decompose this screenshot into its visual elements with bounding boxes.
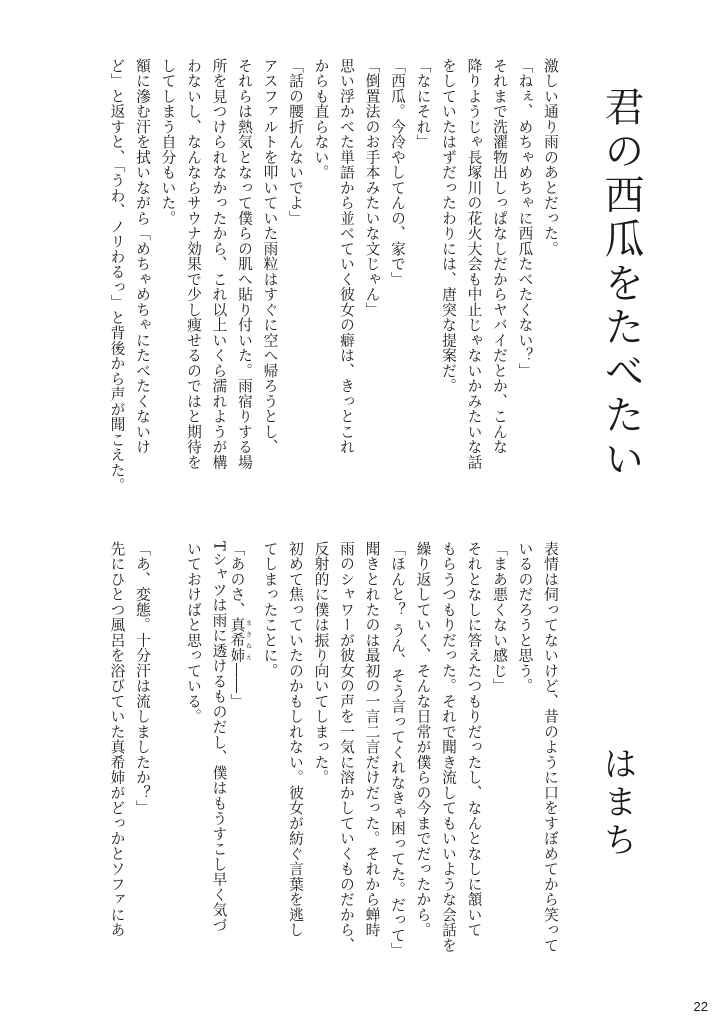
text-column: 雨のシャワーが彼女の声を一気に溶かしていくものだから、 — [338, 541, 355, 953]
text-column: それとなしに答えたつもりだったし、なんとなしに頷いて — [465, 541, 483, 938]
text-column: 「話の腰折んないでよ」 — [287, 58, 304, 226]
furigana-ruby: 真希姉 まきねえ — [228, 617, 252, 663]
text-column: 「西瓜。今冷やしてんの、家で」 — [389, 58, 406, 287]
text-column: 繰り返していく、そんな日常が僕らの今までだったから。 — [414, 541, 432, 938]
text-column: 思い浮かべた単語から並べていく彼女の癖は、きっとこれ — [338, 58, 355, 455]
page-title: 君の西瓜をたべたい — [598, 86, 644, 482]
text-column: からも直らない。 — [312, 58, 330, 180]
text-column: をしていたはずだったわりには、唐突な提案だ。 — [440, 58, 457, 394]
text-column: 「ねぇ、めちゃめちゃに西瓜たべたくない？」 — [516, 58, 534, 379]
text-column: 降りようじゃ長塚川の花火大会も中止じゃないかみたいな話 — [465, 58, 483, 470]
text-column: 所を見つけられなかったから、これ以上いくら濡れようが構 — [210, 58, 228, 470]
text-column: 「なにそれ」 — [414, 58, 432, 150]
text-column: 激しい通り雨のあとだった。 — [542, 58, 559, 257]
text-column: 「倒置法のお手本みたいな文じゃん」 — [363, 58, 381, 318]
furigana-text: まきねえ — [244, 617, 252, 663]
text-column: それまで洗濯物出しっぱなしだからヤバイだとか、こんな — [491, 58, 508, 455]
text-column: それらは熱気となって僕らの肌へ貼り付いた。雨宿りする場 — [236, 58, 253, 470]
text-column: 表情は伺ってないけど、昔のように口をすぼめてから笑って — [542, 541, 559, 953]
text-column: 反射的に僕は振り向いてしまった。 — [312, 541, 330, 785]
text-column: 額に滲む汗を拭いながら「めちゃめちゃにたべたくないけ — [134, 58, 151, 455]
text-column: いておけばと思っている。 — [185, 541, 202, 724]
text-column: Tシャツは雨に透けるものだし、僕はもうすこし早く気づ — [210, 541, 228, 933]
text-column: てしまったことに。 — [261, 541, 279, 679]
text-column: 「まあ悪くない感じ」 — [491, 541, 508, 694]
text-column: 初めて焦っていたのかもしれない。彼女が紡ぐ言葉を逃し — [287, 541, 304, 938]
text-column: ど」と返すと、「うわ、ノリわるっ」と背後から声が聞こえた。 — [108, 58, 126, 493]
text-column: 聞きとれたのは最初の一言二言だけだった。それから蝉時 — [363, 541, 381, 938]
text-column: 「ほんと？ うん、そう言ってくれなきゃ困ってた。だって」 — [389, 541, 406, 958]
text-column: 「あのさ、真希姉 まきねえ――」 — [228, 541, 252, 709]
text-column: 先にひとつ風呂を浴びていた真希姉がどっかとソファにあ — [108, 541, 126, 938]
text-column: 「あ、変態。十分汗は流しましたか？」 — [134, 541, 151, 816]
text-column: してしまう自分もいた。 — [159, 58, 177, 226]
text-column: わないし、なんならサウナ効果で少し痩せるのではと期待を — [185, 58, 202, 470]
text-column: いるのだろうと思う。 — [516, 541, 534, 694]
author-name: はまち — [597, 746, 637, 860]
text-column: もらうつもりだった。それで聞き流してもいいような会話を — [440, 541, 457, 953]
page-number: 22 — [693, 999, 708, 1014]
text-column: アスファルトを叩いていた雨粒はすぐに空へ帰ろうとし、 — [261, 58, 279, 455]
